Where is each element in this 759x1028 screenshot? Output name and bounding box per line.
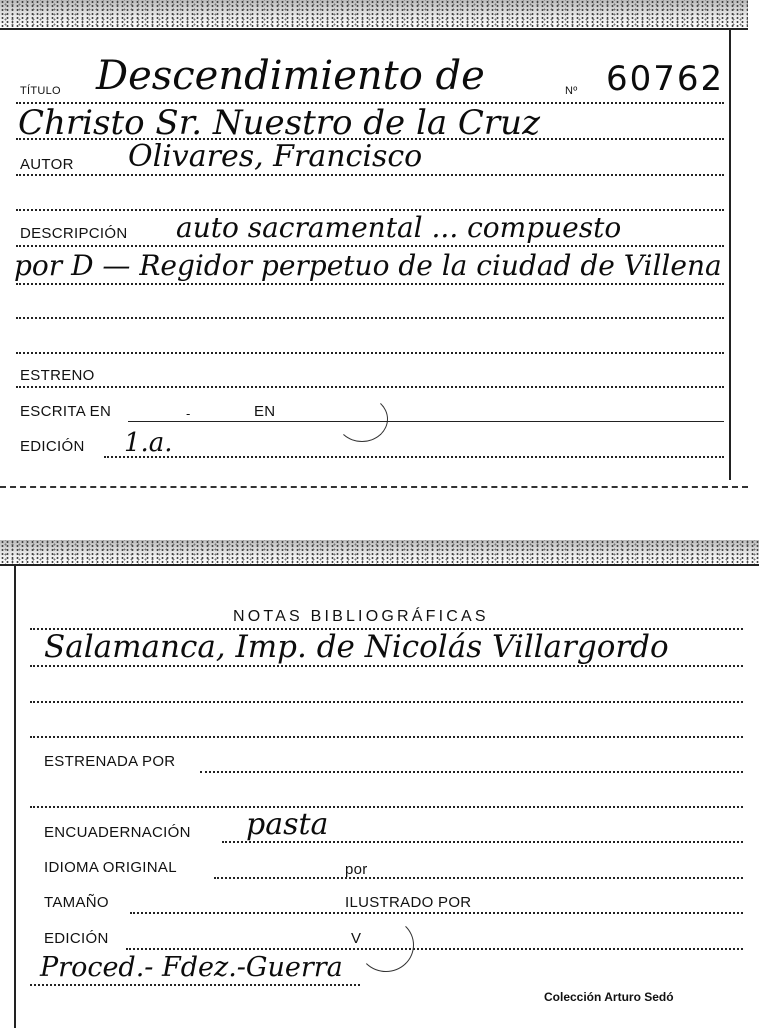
rule-descripcion-2 [16,283,724,285]
rule-procedencia [30,984,360,986]
value-descripcion-line2: por D — Regidor perpetuo de la ciudad de Villena [14,249,722,282]
rule-autor [16,174,724,176]
label-ilustrado-por: ILUSTRADO POR [345,894,472,911]
left-margin-line [14,564,16,1028]
label-v-mark: V [351,930,362,947]
value-descripcion-line1: auto sacramental ... compuesto [176,211,622,244]
torn-top-edge [0,540,759,566]
value-autor: Olivares, Francisco [128,139,423,174]
label-numero: Nº [565,85,578,97]
value-titulo-line2: Christo Sr. Nuestro de la Cruz [18,103,540,143]
rule-edicion-back [126,948,743,950]
paper-stain-mark [358,918,414,972]
rule-estreno [16,386,724,388]
heading-notas-bibliograficas: NOTAS BIBLIOGRÁFICAS [233,608,489,625]
pen-dash-mark: - [186,407,191,421]
label-autor: AUTOR [20,156,74,173]
label-edicion-back: EDICIÓN [44,930,109,947]
label-idioma-original: IDIOMA ORIGINAL [44,859,177,876]
catalog-card-front [0,0,748,494]
paper-stain-mark [336,396,388,442]
rule-notas-3 [30,736,743,738]
label-escrita-en: ESCRITA EN [20,403,112,420]
label-en: EN [254,403,276,420]
rule-idioma-original [214,877,743,879]
rule-notas-1 [30,665,743,667]
value-notas-line1: Salamanca, Imp. de Nicolás Villargordo [44,629,669,665]
rule-edicion-front [104,456,724,458]
rule-estrenada-por [200,771,743,773]
rule-blank-4 [30,806,743,808]
value-titulo-line1: Descendimiento de [96,53,485,99]
rule-escrita-en [128,421,724,422]
card-bottom-edge [0,486,748,488]
label-descripcion: DESCRIPCIÓN [20,225,128,242]
collection-credit: Colección Arturo Sedó [544,990,674,1004]
value-encuadernacion: pasta [246,807,329,842]
label-edicion-front: EDICIÓN [20,438,85,455]
right-margin-line [729,28,731,480]
value-edicion-front: 1.a. [124,428,173,458]
rule-tamano [130,912,743,914]
label-por: por [345,861,368,878]
rule-blank-2 [16,317,724,319]
value-numero: 60762 [606,59,725,99]
value-procedencia: Proced.- Fdez.-Guerra [40,952,343,983]
label-tamano: TAMAÑO [44,894,109,911]
label-estrenada-por: ESTRENADA POR [44,753,176,770]
catalog-card-back [0,540,759,1028]
rule-notas-2 [30,701,743,703]
torn-top-edge [0,0,748,30]
rule-blank-3 [16,352,724,354]
label-titulo: TÍTULO [20,85,61,97]
label-encuadernacion: ENCUADERNACIÓN [44,824,191,841]
label-estreno: ESTRENO [20,367,95,384]
rule-encuadernacion [222,841,743,843]
rule-descripcion-1 [16,245,724,247]
